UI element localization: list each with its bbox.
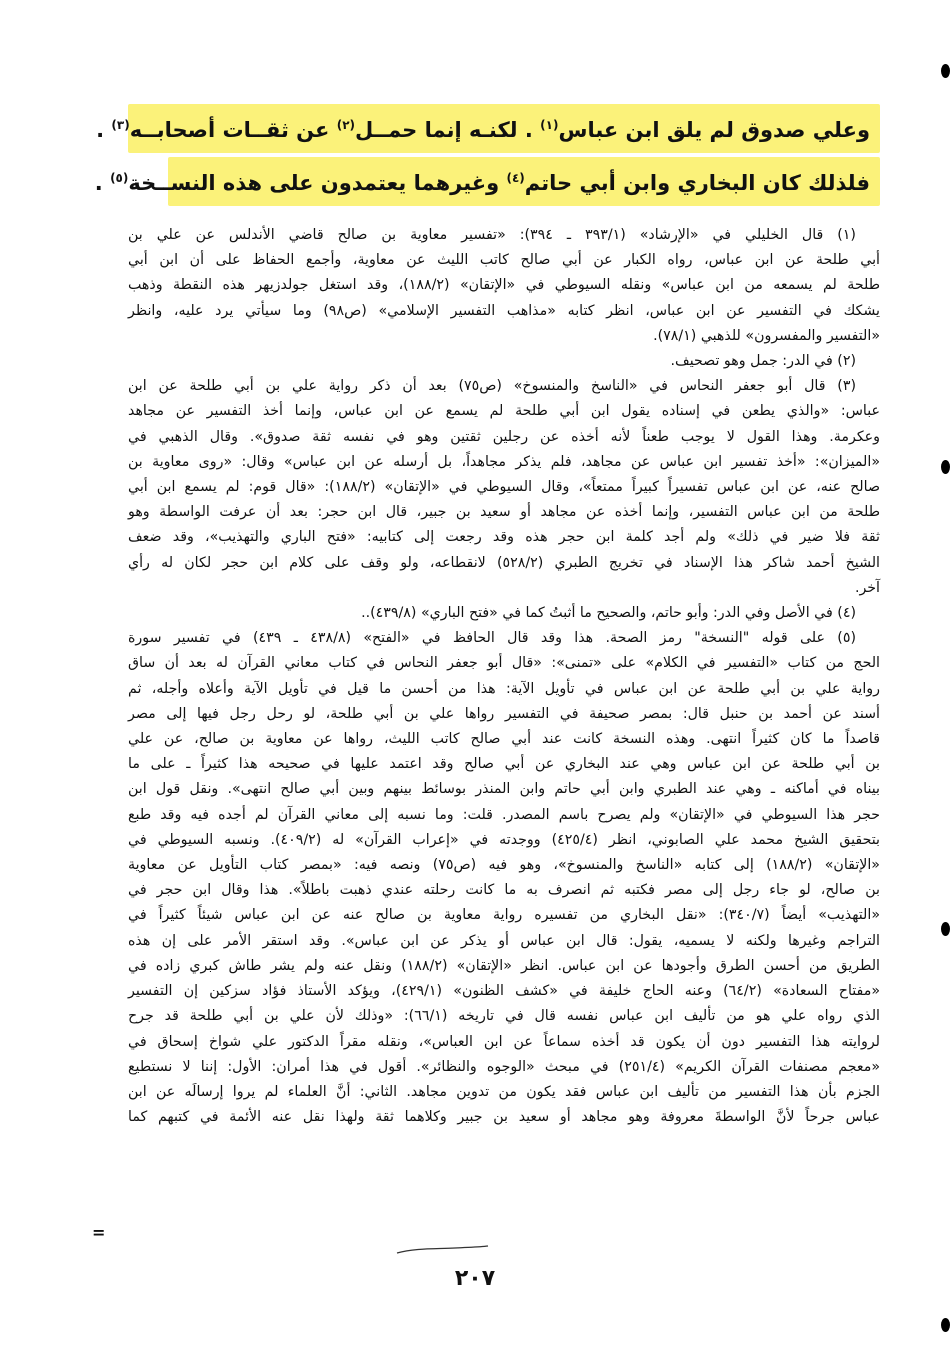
- footnote-line: (١) قال الخليلي في «الإرشاد» (٣٩٣/١ ـ ٣٩٤): «تفسير معاوية بن صالح قاضي الأندلس عن علي بن: [128, 227, 856, 243]
- footnote-line: (٥) على قوله "النسخة" رمز الصحة. هذا وقد قال الحافظ في «الفتح» (٤٣٨/٨ ـ ٤٣٩) في تفسير سورة: [128, 630, 856, 647]
- footnote-4: [128, 601, 880, 626]
- footnote-line: لروايته هذا التفسير دون أن يكون قد أخذه سماعاً عن ابن العباس»، ونقله مقراً الدكتور علي شواخ إسحاق في: [128, 1033, 880, 1050]
- footnote-1: [128, 223, 880, 349]
- footnote-line: يشكك في التفسير عن ابن عباس، انظر كتابه «مذاهب التفسير الإسلامي» (ص٩٨) وما سيأتي يرد عليه، وانظر: [128, 302, 880, 319]
- footnote-line: «مفتاح السعادة» (٦٤/٢) وعنه الحاج خليفة في «كشف الظنون» (٤٢٩/١)، ويؤكد الأستاذ فؤاد سزكين إن التفسير: [128, 983, 881, 1000]
- footnote-line: آخر.: [854, 579, 880, 596]
- binder-hole-mark: [941, 64, 950, 78]
- footnotes: [128, 223, 880, 1130]
- footnote-ref[interactable]: (١): [540, 118, 559, 132]
- footnote-line: صالح عنه، عن ابن عباس تفسيراً كبيراً ممتعاً»، وقال السيوطي في «الإتقان» (١٨٨/٢): «قال قوم: لم يسمع ابن أبي: [128, 479, 880, 496]
- page-number: ٢٠٧: [454, 1266, 496, 1291]
- footnote-3: [128, 374, 880, 601]
- footnote-line: «التفسير والمفسرون» للذهبي (٧٨/١).: [653, 327, 880, 344]
- footnote-line: طلحة من ابن عباس التفسير، وإنما أخذه عن مجاهد أو سعيد بن جبير، قال ابن حجر: بعد أن عرفت الواسطة وهو: [128, 504, 880, 521]
- footnote-line: «التهذيب» أيضاً (٣٤٠/٧): «نقل البخاري من تفسيره رواية معاوية بن صالح عنه عن ابن عباس شيئاً كثيراً في: [128, 907, 881, 924]
- footnote-line: (٣) قال أبو جعفر النحاس في «الناسخ والمنسوخ» (ص٧٥) بعد أن ذكر رواية علي بن أبي طلحة عن ابن: [128, 378, 856, 395]
- main-text: [94, 104, 880, 210]
- text-segment: . لكنـه إنما حمــل: [355, 118, 541, 142]
- footnote-line: ثقة فلا ضير في ذلك» ولم أجد كلمة ابن حجر هذه وقد رجعت إلى كتابيه: «فتح الباري والتهذيب»، وقد ضعف: [128, 529, 880, 546]
- footnote-ref[interactable]: (٤): [506, 171, 525, 185]
- footnote-line: طلحة لم يسمعه من ابن عباس» ونقله السيوطي في «الإتقان» (١٨٨/٢)، وقد استغل جولدزيهر هذه النقطة وذهب: [128, 277, 880, 294]
- footnote-line: وعكرمة. وهذا القول لا يوجب طعناً لأنه أخذه عن رجلين ثقتين وهو في نفسه ثقة صدوق». وقال الذهبي في: [128, 428, 880, 445]
- footnote-line: قاصداً ما كان كثيراً انتهى. وهذه النسخة كانت عند أبي صالح كاتب الليث، رواها عن معاوية بن صالح، عن علي: [128, 731, 880, 748]
- footnote-line: بيناه في أماكنه ـ وهي عند الطبري وابن أبي حاتم وابن المنذر بوسائط بينهم وبين أبي صالح انتهى». ونقل قول ابن: [128, 781, 880, 798]
- footnote-line: عباس جرحاً لأنَّ الواسطةَ معروفة وهو مجاهد أو سعيد بن جبير وكلاهما ثقة ولهذا نقل عنه الأئمة في كتبهم كما: [128, 1109, 880, 1126]
- text-segment: عن ثقــات أصحابــه: [129, 118, 337, 142]
- binder-hole-mark: [941, 1318, 950, 1332]
- continuation-mark: =: [92, 1223, 106, 1242]
- highlighted-line: [94, 157, 880, 206]
- footnote-line: الطريق من أحسن الطرق وأجودها عن ابن عباس. انظر «الإتقان» (١٨٨/٢) ونقل عنه ولم يشر طاش كبري زاده في: [128, 957, 881, 974]
- text-segment: وغيرهما يعتمدون على هذه النســخة: [128, 171, 507, 195]
- text-segment: وعلي صدوق لم يلق ابن عباس: [558, 118, 870, 142]
- footnote-ref[interactable]: (٥): [110, 171, 129, 185]
- footnote-line: «الميزان»: «أخذ تفسير ابن عباس عن مجاهد، فلم يذكر مجاهداً، بل أرسله عن ابن عباس» وقال: «روى معاوية بن: [128, 453, 880, 470]
- footnote-line: (٢) في الدر: جمل وهو تصحيف.: [670, 353, 856, 370]
- footnote-line: التراجم وغيرها ولكنه لا يسميه، يقول: قال ابن عباس أو يذكر عن ابن عباس». وقد استقر الأمر على إن هذه: [128, 932, 880, 949]
- footnote-line: الذي رواه علي هو من تأليف ابن عباس نفسه قال في تاريخه (٦٦/١): «وذلك لأن علي بن أبي طلحة قد جرح: [128, 1008, 880, 1025]
- footnote-5: [128, 626, 880, 1130]
- footnote-line: «معجم مصنفات القرآن الكريم» (٢٥١/٤) في مبحث «الوجوه والنظائر». أقول في هذا أمران: الأول: إننا لا نستطيع: [128, 1058, 881, 1075]
- footnote-ref[interactable]: (٢): [336, 118, 355, 132]
- footnote-2: [128, 349, 880, 374]
- footnote-line: الجزم بأن هذا التفسير من تأليف ابن عباس فقد يكون من تدوين مجاهد. الثاني: أنَّ العلماء لم يروا إرسالَه عن ابن: [128, 1083, 880, 1100]
- footnote-line: بتحقيق الشيخ محمد علي الصابوني، انظر (٤٢٥/٤) ووجدته في «إعراب القرآن» له (٤٠٩/٢). ونسبه السيوطي في: [128, 831, 880, 848]
- text-segment: .: [96, 118, 112, 142]
- footnote-line: عباس: «والذي يطعن في إسناده يقول ابن أبي طلحة لم يسمع عن ابن عباس، وإنما أخذ التفسير عن مجاهد: [128, 403, 880, 420]
- footnote-line: بن صالح، لو جاء رجل إلى مصر فكتبه ثم انصرف به ما كانت رحلته عندي ذهبت باطلاً». هذا وقال ابن حجر في: [128, 882, 880, 899]
- footnote-line: حجر هذا السيوطي في «الإتقان» ولم يصرح باسم المصدر. قلت: وما نسبه إلى معاني القرآن لم أجده فيه وقد طبع: [128, 806, 880, 823]
- handwritten-underline: [395, 1245, 490, 1255]
- text-segment: فلذلك كان البخاري وابن أبي حاتم: [524, 171, 870, 195]
- footnote-line: الحج من كتاب «التفسير في الكلام» على «تمنى»: «قال أبو جعفر النحاس في كتاب معاني القرآن له بعد أن ساق: [128, 655, 880, 672]
- binder-hole-mark: [941, 460, 950, 474]
- footnote-line: «الإتقان» (١٨٨/٢) إلى كتابه «الناسخ والمنسوخ»، وهو فيه (ص٧٥) ونصه فيه: «بمصر كتاب التأويل عن معاوية: [128, 857, 880, 874]
- footnote-line: (٤) في الأصل وفي الدر: وأبو حاتم، والصحيح ما أثبتُ كما في «فتح الباري» (٤٣٩/٨)..: [361, 605, 856, 622]
- footnote-line: أسند عن أحمد بن حنبل قال: بمصر صحيفة في التفسير رواها علي بن أبي طلحة، لو رحل رجل فيها إلى مصر: [128, 705, 880, 722]
- highlighted-line: [96, 104, 880, 153]
- footnote-line: بن أبي طلحة عن ابن عباس وهي عند البخاري عن أبي صالح وقد اعتمد عليها في صحيحه هذا كثيراً ـ على ما: [128, 756, 880, 773]
- footnote-line: الشيخ أحمد شاكر هذا الإسناد في تخريج الطبري (٥٢٨/٢) لانقطاعه، ولو وقف على كلام ابن حجر لكان له رأي: [128, 554, 881, 571]
- footnote-line: أبي طلحة عن ابن عباس، رواه الكبار عن أبي صالح كاتب الليث عن معاوية، وأجمع الحفاظ على أن ابن أبي: [128, 252, 880, 269]
- binder-hole-mark: [941, 922, 950, 936]
- footnote-line: رواية علي بن أبي طلحة عن ابن عباس في تأويل الآية: هذا من أحسن ما قيل في تأويل الآية وأعلاه وأجله، ثم: [128, 680, 880, 697]
- text-segment: .: [94, 171, 111, 195]
- footnote-ref[interactable]: (٣): [111, 118, 130, 132]
